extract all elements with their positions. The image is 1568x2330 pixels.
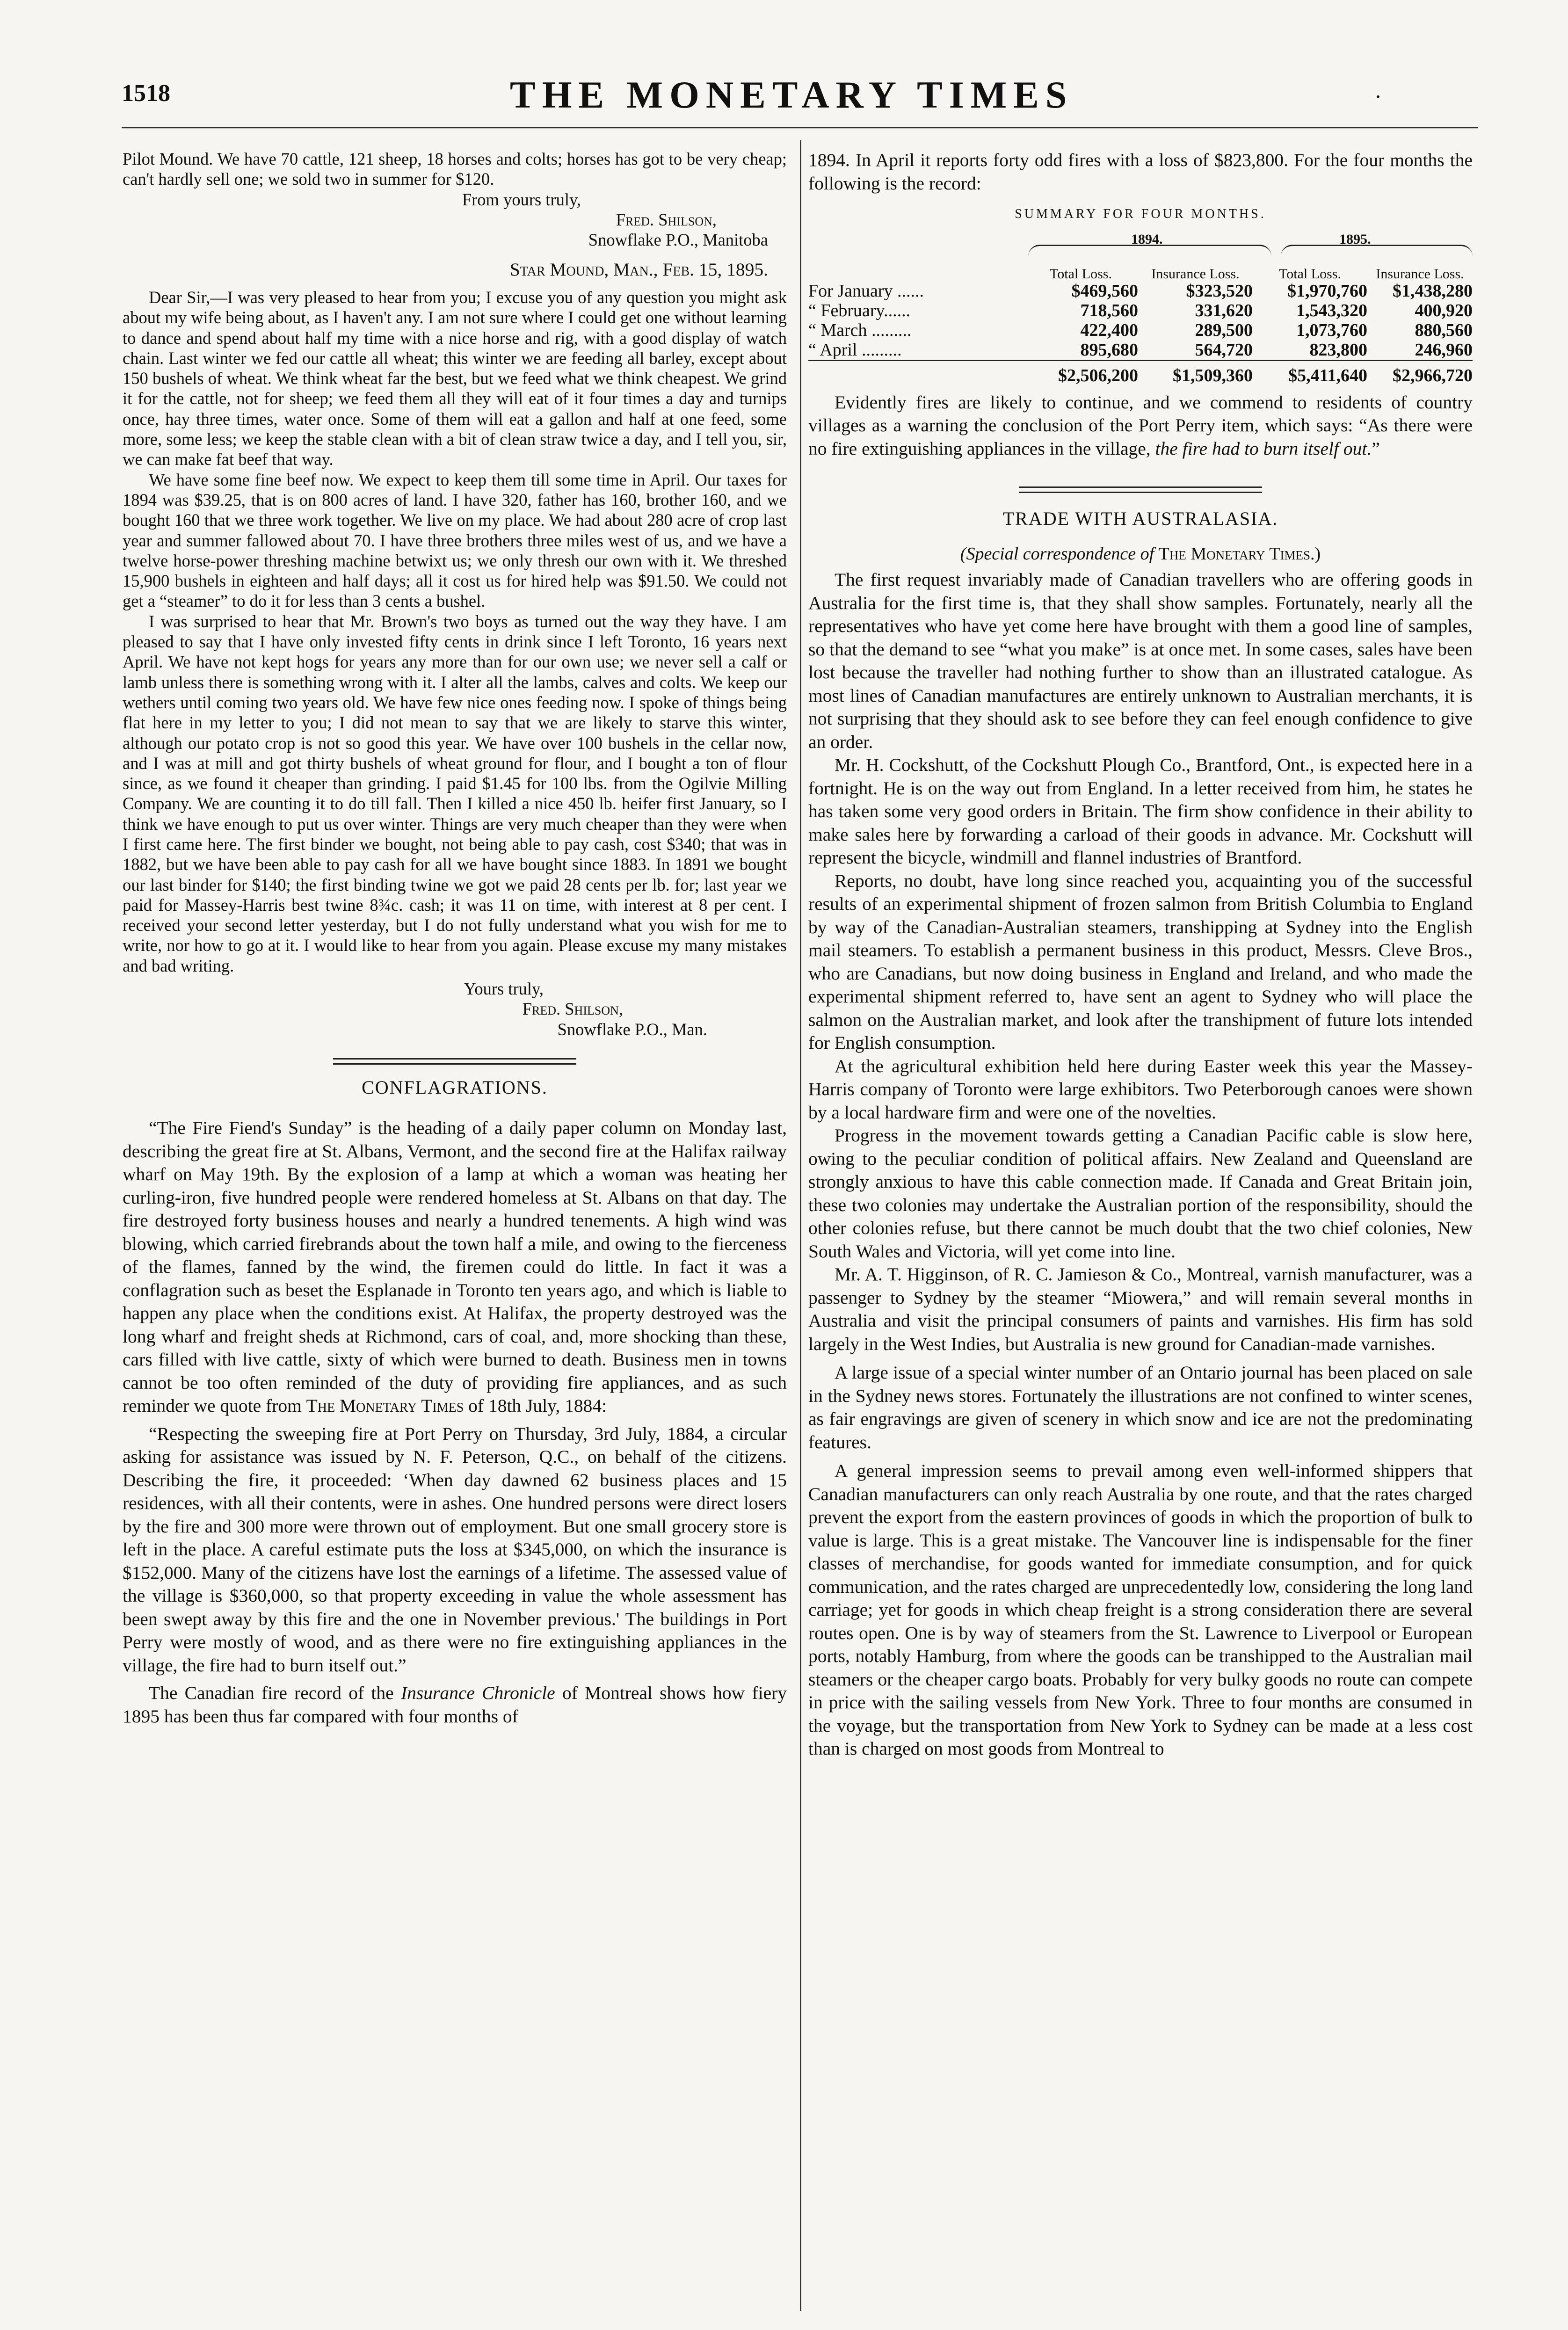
row-label: “ April ......... <box>808 340 902 360</box>
summary-years <box>808 228 1473 267</box>
letter-two-paragraph: I was surprised to hear that Mr. Brown's two boys as turned out the way they have. I am pleased to say that I have only invested fifty cents in drink since I left Toronto, 16 years next April. We have not kept hogs for years any more than for our own use; we never sell a calf or lamb unless there is something wrong with it. I alter all the lambs, calves and colts. We keep our wethers until coming two years old. We have few nice ones feeding now. I spoke of things being flat here in my letter to you; I did not mean to say that we are likely to starve this winter, although our potato crop is not so good this year. We have over 100 bushels in the cellar now, and I was at mill and got thirty bushels of wheat ground for flour, and I bought a ton of flour since, as we found it cheaper than grinding. I paid $1.45 for 100 lbs. from the Ogilvie Milling Company. We are counting it to do till fall. Then I killed a nice 450 lb. heifer first January, so I think we have enough to put us over winter. Things are very much cheaper than they were when I first came here. The first binder we bought, not being able to pay cash, cost $340; that was in 1882, but we have been able to pay cash for all we have bought since 1883. In 1891 we bought our last binder for $140; the first binding twine we got we paid 28 cents per lb. for; last year we paid for Massey-Harris best twine 8¾c. cash; it was 11 on time, with interest at 8 per cent. I received your second letter yesterday, but I do not fully understand what you wish for me to write, nor how to go at it. I would like to hear from you again. Please excuse my many mistakes and bad writing. <box>123 611 787 975</box>
summary-total-row <box>808 360 1473 385</box>
header-rule <box>122 127 1478 129</box>
masthead-title: THE MONETARY TIMES <box>510 73 1074 116</box>
letter-one-closing: From yours truly, <box>462 189 581 209</box>
conflagrations-text: of Montreal shows how fiery 1895 has been thus far compared with four months of <box>123 1683 787 1727</box>
trade-paragraph: Mr. H. Cockshutt, of the Cockshutt Plough Co., Brantford, Ont., is expected here in a fortnight. He is on the way out from England. In a letter received from him, he states he has taken some very good orders in Britain. The firm show confidence in their ability to make sales here by forwarding a carload of their goods in advance. Mr. Cockshutt will represent the bicycle, windmill and flannel industries of Brantford. <box>808 755 1473 868</box>
row-label: “ February...... <box>808 300 911 320</box>
letter-one <box>123 149 787 250</box>
table-cell: 718,560 <box>1080 300 1138 320</box>
table-cell: 1,073,760 <box>1296 320 1367 340</box>
journal-name: Insurance Chronicle <box>400 1683 555 1704</box>
row-label: For January ...... <box>808 281 924 301</box>
subhead-end: ) <box>1314 544 1321 564</box>
row-label: “ March ......... <box>808 320 912 340</box>
trade-paragraph: At the agricultural exhibition held here during Easter week this year the Massey-Harris company of Toronto were large exhibitors. Two Peterborough canoes were shown by a local hardware firm and were one of the novelties. <box>808 1055 1473 1123</box>
table-cell: 895,680 <box>1080 340 1138 360</box>
table-cell: 1,543,320 <box>1296 300 1367 320</box>
conflagrations-heading: CONFLAGRATIONS. <box>362 1076 548 1098</box>
summary-year: 1895. <box>1339 231 1371 247</box>
letter-two-address: Snowflake P.O., Man. <box>557 1019 707 1039</box>
table-row <box>808 320 1473 340</box>
trade-paragraph: A large issue of a special winter number of an Ontario journal has been placed on sale in the Sydney news stores. Fortunately the illustrations are not confined to winter scenes, as fair engravings are given of scenery in which snow and ice are not the predominating features. <box>808 1362 1473 1452</box>
summary-table <box>808 267 1473 385</box>
table-cell: 823,800 <box>1309 340 1367 360</box>
header-mark: . <box>1375 78 1381 103</box>
table-cell: 422,400 <box>1080 320 1138 340</box>
table-cell: 400,920 <box>1415 300 1473 320</box>
letter-one-name: Fred. Shilson, <box>616 210 717 229</box>
total-cell: $2,966,720 <box>1367 360 1473 385</box>
page-header <box>122 75 1478 126</box>
section-divider <box>1019 486 1262 493</box>
summary-title: SUMMARY FOR FOUR MONTHS. <box>1015 207 1266 221</box>
trade-subhead <box>808 543 1473 566</box>
letter-two-paragraph: We have some fine beef now. We expect to keep them till some time in April. Our taxes for 1894 was $39.25, that is on 800 acres of land. I have 320, father has 160, brother 160, and we bought 160 that we three work together. We live on my place. We had about 280 acre of crop last year and summer fallowed about 70. I have three brothers three miles west of us, and we have a twelve horse-power threshing machine betwixt us; we only thresh our own with it. We threshed 15,900 bushels in eighteen and half days; all it cost us for hired help was $91.50. We could not get a “steamer” to do it for less than 3 cents a bushel. <box>123 470 787 611</box>
trade-paragraph: The first request invariably made of Canadian travellers who are offering goods in Australia for the first time is, that they shall show samples. Fortunately, nearly all the representatives who have yet come here have brought with them a good line of samples, so that the demand to see “what you make” is at once met. In some cases, sales have been lost because the traveller had nothing further to show than an illustrated catalogue. As most lines of Canadian manufactures are entirely unknown to Australian merchants, it is not surprising that they should ask to see before they can feel enough confidence to give an order. <box>808 569 1473 752</box>
letter-two <box>123 287 787 1039</box>
table-cell: $1,970,760 <box>1287 281 1367 301</box>
table-row <box>808 301 1473 320</box>
right-column <box>808 149 1473 1761</box>
trade-paragraph: A general impression seems to prevail among even well-informed shippers that Canadian manufacturers can only reach Australia by one route, and that the rates charged prevent the export from the eastern provinces of goods in which the proportion of bulk to value is large. This is a great mistake. The Vancouver line is indispensable for the finer classes of merchandise, for goods wanted for immediate consumption, and for quick communication, and the rates charged are unprecedentedly low, considering the long land carriage; yet for goods in which cheap freight is a strong consideration there are several routes open. One is by way of steamers from the St. Lawrence to Liverpool or European ports, notably Hamburg, from where the goods can be transhipped to the Australian mail steamers or the cheaper cargo boats. Probably for very bulky goods no route can compete in price with the sailing vessels from New York. Three to four months are consumed in the voyage, but the transportation from New York to Sydney can be made at a less cost than is charged on most goods from Montreal to <box>808 1460 1473 1759</box>
table-cell: $323,520 <box>1186 281 1253 301</box>
summary-header-row <box>808 267 1473 281</box>
letter-two-signature <box>123 979 787 1039</box>
section-divider <box>333 1058 576 1065</box>
table-row <box>808 281 1473 301</box>
letter-two-dateline: Star Mound, Man., Feb. 15, 1895. <box>509 259 768 280</box>
letter-two-paragraph: Dear Sir,—I was very pleased to hear from you; I excuse you of any question you might ask about my wife being about, as I haven't any. I am not sure where I could get one without learning to dance and spend about half my time with a nice horse and rig, with a good display of watch chain. Last winter we fed our cattle all wheat; this winter we are feeding all barley, except about 150 bushels of wheat. We think wheat far the best, but we feed what we think cheapest. We grind it for the cattle, not for sheep; we feed them all they will eat of it four times a day and turnips once, hay three times, water once. Some of them will eat a gallon and half at one feed, some more, some less; we keep the stable clean with a bit of clean straw twice a day, and I tell you, sir, we can make fat beef that way. <box>123 287 787 469</box>
total-cell: $2,506,200 <box>1024 360 1138 385</box>
table-cell: 880,560 <box>1415 320 1473 340</box>
trade-paragraph: Progress in the movement towards getting a Canadian Pacific cable is slow here, owing to the peculiar condition of political affairs. New Zealand and Queensland are strongly anxious to have this cable connection made. If Canada and Great Britain join, these two colonies may undertake the Australian portion of the responsibility, should the other colonies refuse, but there cannot be much doubt that the two chief colonies, New South Wales and Victoria, will yet come into line. <box>808 1125 1473 1262</box>
conflagrations-paragraph <box>123 1117 787 1418</box>
table-cell: 289,500 <box>1195 320 1253 340</box>
total-cell: $5,411,640 <box>1253 360 1367 385</box>
column-divider <box>800 140 801 2311</box>
table-cell: 331,620 <box>1195 300 1253 320</box>
column-header: Insurance Loss. <box>1151 266 1240 282</box>
trade-heading: TRADE WITH AUSTRALASIA. <box>1002 508 1278 529</box>
letter-one-body: Pilot Mound. We have 70 cattle, 121 sheep, 18 horses and colts; horses has got to be very cheap; can't hardly sell one; we sold two in summer for $120. <box>123 149 787 189</box>
year-brace <box>1028 245 1271 256</box>
column-header: Total Loss. <box>1279 266 1341 282</box>
conclusion-italic: the fire had to burn itself out. <box>1155 438 1372 459</box>
port-perry-quote: “Respecting the sweeping fire at Port Perry on Thursday, 3rd July, 1884, a circular asking for assistance was issued by N. F. Peterson, Q.C., on behalf of the citizens. Describing the fire, it proceeded: ‘When day dawned 62 business places and 15 residences, with all their contents, were in ashes. One hundred persons were direct losers by the fire and 300 more were thrown out of employment. But one small grocery store is left in the place. A careful estimate puts the loss at $345,000, on which the insurance is $152,000. Many of the citizens have lost the earnings of a lifetime. The assessed value of the village is $360,000, so that property exceeding in value the whole assessment has been swept away by this fire and the one in November previous.' The buildings in Port Perry were mostly of wood, and as there were no fire extinguishing appliances in the village, the fire had to burn itself out.” <box>123 1423 787 1676</box>
table-row <box>808 340 1473 361</box>
letter-two-closing: Yours truly, <box>464 979 544 999</box>
fire-conclusion <box>808 391 1473 461</box>
conflagrations-paragraph <box>123 1682 787 1728</box>
letter-two-name: Fred. Shilson, <box>522 999 623 1019</box>
fire-record-intro: 1894. In April it reports forty odd fires with a loss of $823,800. For the four months the following is the record: <box>808 150 1473 194</box>
conclusion-end: ” <box>1372 438 1380 459</box>
left-column <box>123 149 787 1728</box>
journal-name: The Monetary Times <box>306 1395 464 1416</box>
fire-summary <box>808 203 1473 385</box>
letter-one-signature <box>123 189 787 250</box>
table-cell: $1,438,280 <box>1393 281 1473 301</box>
conclusion-text: Evidently fires are likely to continue, and we commend to residents of country villages as a warning the conclusion of the Port Perry item, which says: “As there were no fire extinguishing appliances in the village, <box>808 392 1473 459</box>
page-number: 1518 <box>122 80 170 107</box>
column-header: Total Loss. <box>1050 266 1112 282</box>
conflagrations-text: of 18th July, 1884: <box>468 1395 607 1416</box>
conflagrations-text: The Canadian fire record of the <box>149 1683 394 1704</box>
year-brace <box>1281 245 1473 256</box>
table-cell: 564,720 <box>1195 340 1253 360</box>
total-cell: $1,509,360 <box>1138 360 1253 385</box>
trade-paragraph: Mr. A. T. Higginson, of R. C. Jamieson & Co., Montreal, varnish manufacturer, was a passenger to Sydney by the steamer “Miowera,” and will remain several months in Australia and visit the principal consumers of paints and varnishes. His firm has sold largely in the West Indies, but Australia is new ground for Canadian-made varnishes. <box>808 1264 1473 1354</box>
journal-name: The Monetary Times. <box>1158 544 1315 564</box>
conflagrations-text: “The Fire Fiend's Sunday” is the heading of a daily paper column on Monday last, describing the great fire at St. Albans, Vermont, and the second fire at the Halifax railway wharf on May 19th. By the explosion of a lamp at which a woman was heating her curling-iron, five hundred people were rendered homeless at St. Albans on that day. The fire destroyed forty business houses and nearly a hundred tenements. A high wind was blowing, which carried firebrands about the town half a mile, and owing to the fierceness of the flames, fanned by the wind, the firemen could do little. In fact it was a conflagration such as beset the Esplanade in Toronto ten years ago, and which is liable to happen any place when the conditions exist. At Halifax, the property destroyed was the long wharf and freight sheds at Richmond, cars of coal, and, more shocking than these, cars filled with live cattle, sixty of which were burned to death. Business men in towns cannot be too often reminded of the duty of providing fire appliances, and as such reminder we quote from <box>123 1118 787 1416</box>
subhead-italic: (Special correspondence of <box>960 544 1154 564</box>
trade-paragraph: Reports, no doubt, have long since reached you, acquainting you of the successful results of an experimental shipment of frozen salmon from British Columbia to England by way of the Canadian-Australian steamers, transhipping at Sydney into the English mail steamers. To establish a permanent business in this product, Messrs. Cleve Bros., who are Canadians, but now doing business in England and Ireland, and who made the experimental shipment referred to, have sent an agent to Sydney who will place the salmon on the Australian market, and look after the transhipment of future lots intended for English consumption. <box>808 870 1473 1053</box>
letter-one-address: Snowflake P.O., Manitoba <box>588 230 768 250</box>
column-header: Insurance Loss. <box>1376 266 1464 282</box>
summary-year: 1894. <box>1131 231 1163 247</box>
table-cell: 246,960 <box>1415 340 1473 360</box>
table-cell: $469,560 <box>1071 281 1138 301</box>
